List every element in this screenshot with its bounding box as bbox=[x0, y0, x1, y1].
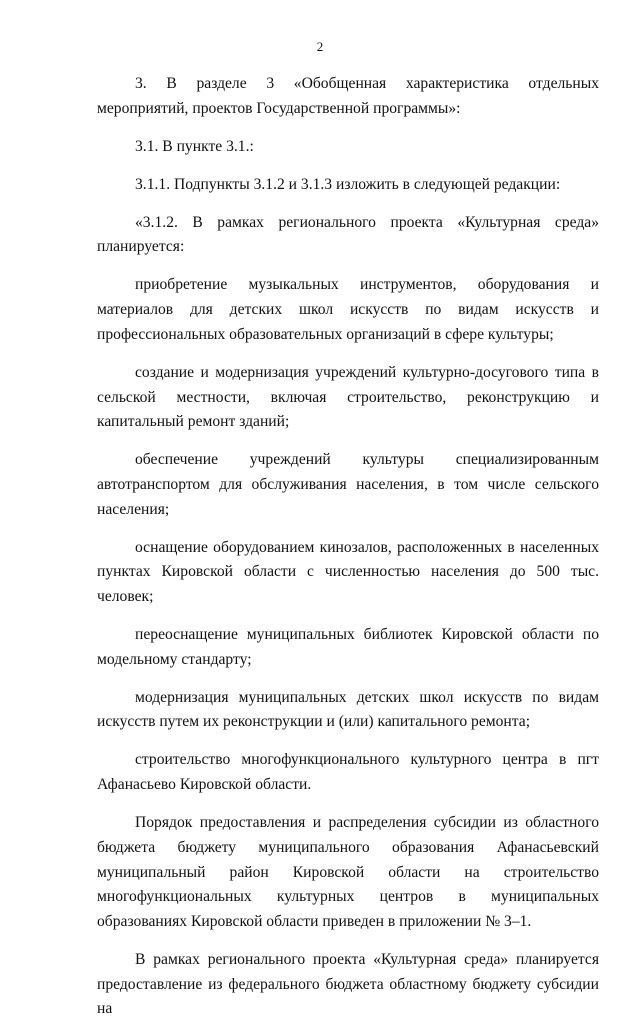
paragraph-point-3-1-1: 3.1.1. Подпункты 3.1.2 и 3.1.3 изложить в следующей редакции: bbox=[135, 175, 561, 193]
paragraph-item-libraries: переоснащение муниципальных библиотек Кировской области по модельному стандарту; bbox=[97, 626, 599, 668]
paragraph-item-vehicles: обеспечение учреждений культуры специализированным автотранспортом для обслуживания населения, в том числе сельского населения; bbox=[97, 451, 599, 518]
page-number: 2 bbox=[316, 39, 324, 54]
paragraph-item-instruments: приобретение музыкальных инструментов, оборудования и материалов для детских школ искусств по видам искусств и профессиональных образовательных организаций в сфере культуры; bbox=[97, 276, 599, 343]
paragraph-item-cultural-institutions: создание и модернизация учреждений культурно-досугового типа в сельской местности, включая строительство, реконструкцию и капитальный ремонт зданий; bbox=[97, 363, 599, 431]
paragraph-point-3-1-2: «3.1.2. В рамках регионального проекта «Культурная среда» планируется: bbox=[97, 213, 599, 256]
paragraph-point-3-1: 3.1. В пункте 3.1.: bbox=[135, 137, 254, 155]
document-body bbox=[97, 72, 599, 1022]
paragraph-federal-subsidy: В рамках регионального проекта «Культурная среда» планируется предоставление из федерального бюджета областному бюджету субсидии на bbox=[97, 950, 599, 1018]
paragraph-section-3: 3. В разделе 3 «Обобщенная характеристика отдельных мероприятий, проектов Государственной программы»: bbox=[97, 75, 599, 117]
paragraph-item-cinemas: оснащение оборудованием кинозалов, расположенных в населенных пунктах Кировской области с численностью населения до 500 тыс. человек; bbox=[97, 538, 599, 606]
paragraph-item-art-schools: модернизация муниципальных детских школ искусств по видам искусств путем их реконструкции и (или) капитального ремонта; bbox=[97, 688, 599, 731]
paragraph-item-cultural-center: строительство многофункционального культурного центра в пгт Афанасьево Кировской области. bbox=[97, 751, 599, 794]
paragraph-subsidy-procedure: Порядок предоставления и распределения субсидии из областного бюджета бюджету муниципального образования Афанасьевский муниципальный район Кировской области на строительство многофункциональных культурных центров в муниципальных образованиях Кировской области приведен в приложении № 3–1. bbox=[97, 814, 599, 930]
